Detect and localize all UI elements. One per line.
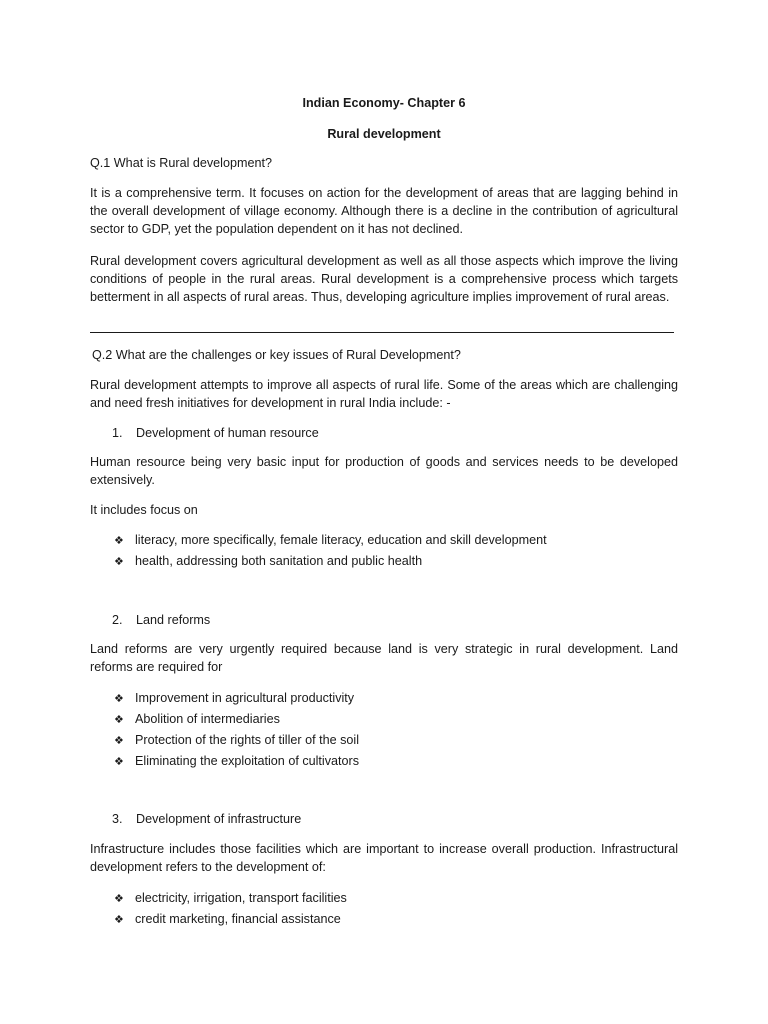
section-title: Development of human resource (136, 426, 319, 440)
diamond-bullet-icon: ❖ (114, 734, 124, 747)
diamond-bullet-icon: ❖ (114, 755, 124, 768)
document-title: Indian Economy- Chapter 6 (302, 96, 466, 110)
section-2-heading (112, 611, 210, 629)
section-3-body: Infrastructure includes those facilities which are important to increase overall production. Infrastructural development refers to the development of: (90, 842, 678, 874)
list-item-text: electricity, irrigation, transport facilities (135, 891, 347, 905)
question-2: Q.2 What are the challenges or key issues of Rural Development? (92, 348, 461, 362)
section-divider (90, 332, 674, 333)
section-1-lead: It includes focus on (90, 503, 198, 517)
section-title: Land reforms (136, 613, 211, 627)
list-item-text: credit marketing, financial assistance (135, 912, 341, 926)
section-title: Development of infrastructure (136, 812, 302, 826)
question-1: Q.1 What is Rural development? (90, 156, 272, 170)
list-item-text: literacy, more specifically, female literacy, education and skill development (135, 533, 547, 547)
list-item-text: Improvement in agricultural productivity (135, 691, 355, 705)
list-item (114, 531, 547, 550)
q1-paragraph-1: It is a comprehensive term. It focuses on action for the development of areas that are lagging behind in the overall development of village economy. Although there is a decline in the contribution of agricultural sector to GDP, yet the population dependent on it has not declined. (90, 186, 678, 236)
diamond-bullet-icon: ❖ (114, 692, 124, 705)
list-item-text: health, addressing both sanitation and public health (135, 554, 423, 568)
list-item (114, 552, 422, 571)
diamond-bullet-icon: ❖ (114, 534, 124, 547)
list-item (114, 731, 359, 750)
q2-intro: Rural development attempts to improve all aspects of rural life. Some of the areas which are challenging and need fresh initiatives for development in rural India include: - (90, 378, 678, 410)
section-2-body: Land reforms are very urgently required because land is very strategic in rural development. Land reforms are required for (90, 642, 678, 674)
list-item (114, 710, 280, 729)
diamond-bullet-icon: ❖ (114, 555, 124, 568)
list-item (114, 910, 341, 929)
section-1-heading (112, 424, 319, 442)
section-3-heading (112, 810, 301, 828)
diamond-bullet-icon: ❖ (114, 713, 124, 726)
diamond-bullet-icon: ❖ (114, 913, 124, 926)
list-item (114, 889, 347, 908)
section-number: 2. (112, 613, 123, 627)
section-number: 1. (112, 426, 123, 440)
document-subtitle: Rural development (327, 127, 441, 141)
q1-paragraph-2: Rural development covers agricultural development as well as all those aspects which improve the living conditions of people in the rural areas. Rural development is a comprehensive process which targets betterment in all aspects of rural areas. Thus, developing agriculture implies improvement of rural areas. (90, 254, 678, 304)
list-item (114, 752, 359, 771)
list-item-text: Protection of the rights of tiller of the soil (135, 733, 360, 747)
diamond-bullet-icon: ❖ (114, 892, 124, 905)
section-number: 3. (112, 812, 123, 826)
section-1-body: Human resource being very basic input for production of goods and services needs to be developed extensively. (90, 455, 678, 487)
list-item-text: Abolition of intermediaries (135, 712, 280, 726)
list-item (114, 689, 354, 708)
list-item-text: Eliminating the exploitation of cultivators (135, 754, 360, 768)
